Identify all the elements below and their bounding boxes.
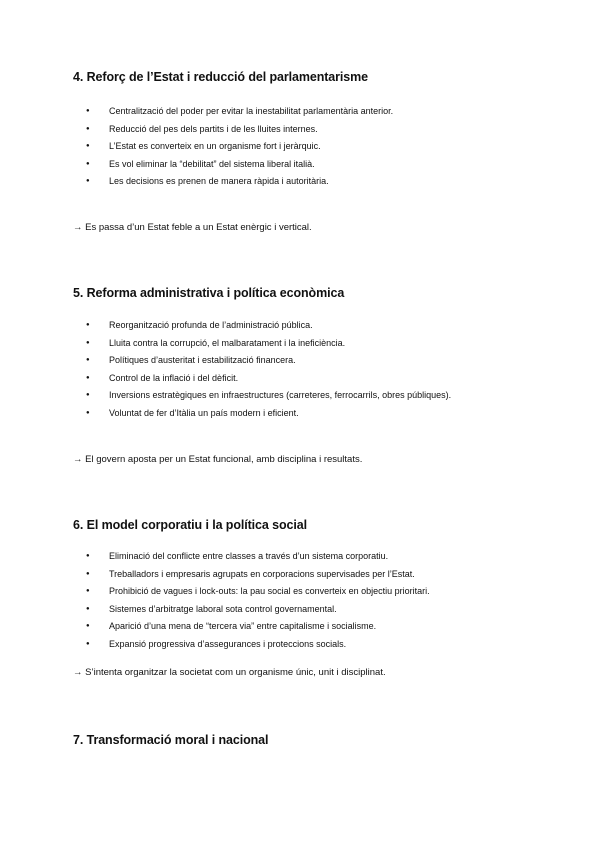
bullet-item: ● Lluita contra la corrupció, el malbaratament i la ineficiència. [86,335,451,353]
bullet-item: ● Expansió progressiva d’assegurances i proteccions socials. [86,636,430,654]
bullet-item: ● Treballadors i empresaris agrupats en corporacions supervisades per l’Estat. [86,566,430,584]
bullet-item: ● Eliminació del conflicte entre classes a través d’un sistema corporatiu. [86,548,430,566]
bullet-item: ● Prohibició de vagues i lock-outs: la pau social es converteix en objectiu prioritari. [86,583,430,601]
bullet-item: ● Sistemes d’arbitratge laboral sota control governamental. [86,601,430,619]
section-5-bullet-list [86,317,451,423]
section-6-title: 6. El model corporatiu i la política social [73,518,307,532]
bullet-item: ● Reorganització profunda de l’administració pública. [86,317,451,335]
bullet-item: ● Aparició d’una mena de “tercera via” entre capitalisme i socialisme. [86,618,430,636]
section-4-title: 4. Reforç de l’Estat i reducció del parlamentarisme [73,70,369,84]
section-4-summary: → Es passa d’un Estat feble a un Estat enèrgic i vertical. [73,222,312,233]
bullet-item: ● Voluntat de fer d’Itàlia un país modern i eficient. [86,405,451,423]
bullet-item: ● Les decisions es prenen de manera ràpida i autoritària. [86,173,393,191]
section-6-summary: → S’intenta organitzar la societat com un organisme únic, unit i disciplinat. [73,667,386,678]
bullet-item: ● Centralització del poder per evitar la inestabilitat parlamentària anterior. [86,103,393,121]
section-6-bullet-list [86,548,430,654]
bullet-item: ● Polítiques d’austeritat i estabilització financera. [86,352,451,370]
bullet-item: ● Reducció del pes dels partits i de les lluites internes. [86,121,393,139]
bullet-item: ● Control de la inflació i del dèficit. [86,370,451,388]
section-5-summary: → El govern aposta per un Estat funcional, amb disciplina i resultats. [73,454,363,465]
bullet-item: ● Inversions estratègiques en infraestructures (carreteres, ferrocarrils, obres públiques). [86,387,451,405]
section-7-title: 7. Transformació moral i nacional [73,733,269,747]
bullet-item: ● L’Estat es converteix en un organisme fort i jeràrquic. [86,138,393,156]
section-5-title: 5. Reforma administrativa i política econòmica [73,286,345,300]
section-4-bullet-list [86,103,393,191]
bullet-item: ● Es vol eliminar la “debilitat” del sistema liberal italià. [86,156,393,174]
